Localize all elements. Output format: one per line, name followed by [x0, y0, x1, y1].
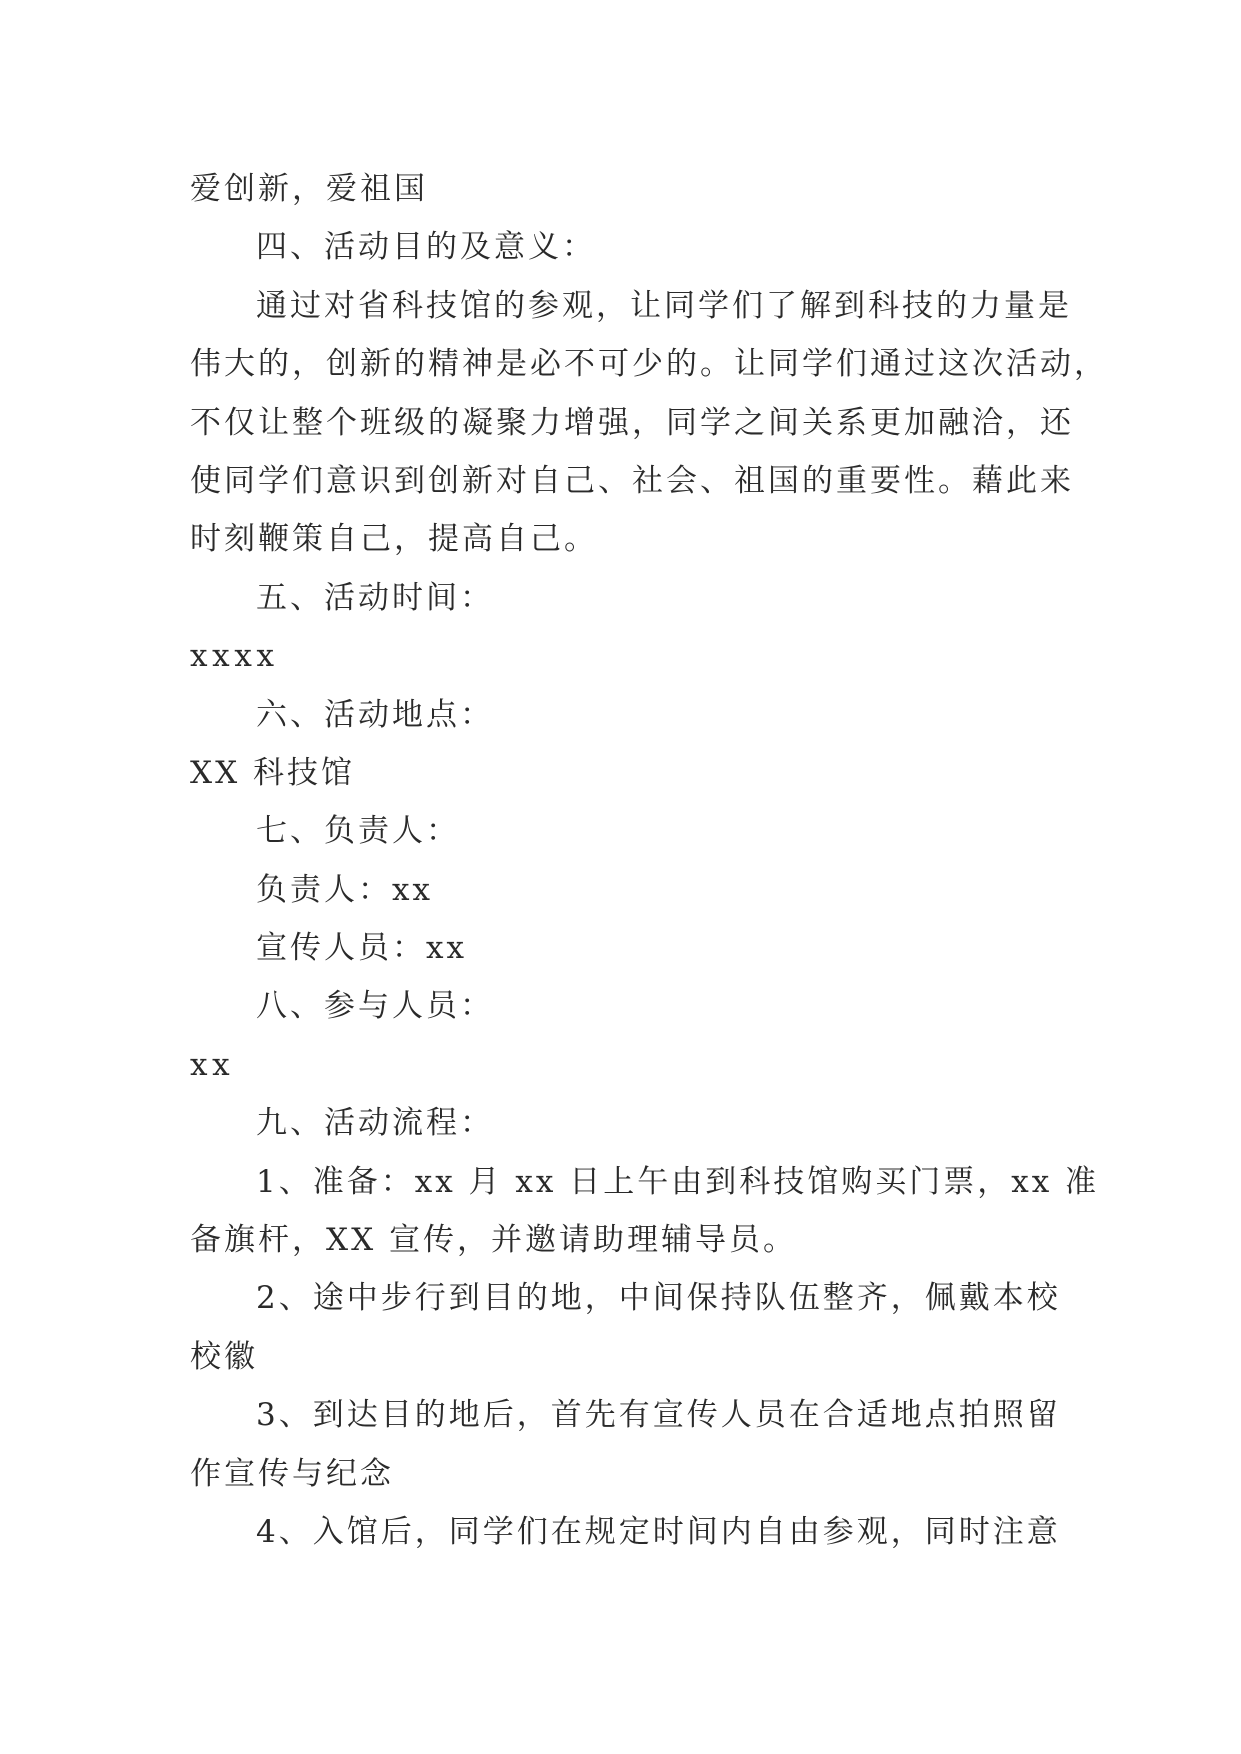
document-body	[190, 160, 1108, 1561]
text-line: 不仅让整个班级的凝聚力增强，同学之间关系更加融洽，还	[190, 404, 1074, 441]
section-heading-location: 六、活动地点：	[256, 696, 494, 733]
text-line: 通过对省科技馆的参观，让同学们了解到科技的力量是	[256, 287, 1072, 324]
text-line: 负责人：xx	[256, 871, 433, 908]
section-heading-person-in-charge: 七、负责人：	[256, 813, 460, 850]
text-line: xxxx	[190, 638, 279, 675]
text-line: 使同学们意识到创新对自己、社会、祖国的重要性。藉此来	[190, 462, 1074, 499]
text-line: 3、到达目的地后，首先有宣传人员在合适地点拍照留	[256, 1397, 1061, 1434]
section-heading-time: 五、活动时间：	[256, 579, 494, 616]
text-line: 时刻鞭策自己，提高自己。	[190, 521, 598, 558]
text-line: 作宣传与纪念	[190, 1455, 394, 1492]
section-heading-participants: 八、参与人员：	[256, 988, 494, 1025]
section-heading-purpose: 四、活动目的及意义：	[256, 229, 596, 266]
text-line: 备旗杆，XX 宣传，并邀请助理辅导员。	[190, 1222, 797, 1259]
text-line: 校徽	[190, 1338, 258, 1375]
text-line: 爱创新，爱祖国	[190, 171, 428, 207]
text-line: 2、途中步行到目的地，中间保持队伍整齐，佩戴本校	[256, 1280, 1061, 1317]
text-line: 宣传人员：xx	[256, 930, 467, 967]
text-line: xx	[190, 1046, 235, 1083]
text-line: XX 科技馆	[190, 754, 355, 791]
text-line: 伟大的，创新的精神是必不可少的。让同学们通过这次活动，	[190, 346, 1108, 383]
text-line: 4、入馆后，同学们在规定时间内自由参观，同时注意	[256, 1513, 1061, 1550]
text-line: 1、准备：xx 月 xx 日上午由到科技馆购买门票，xx 准	[256, 1163, 1100, 1200]
section-heading-process: 九、活动流程：	[256, 1105, 494, 1142]
